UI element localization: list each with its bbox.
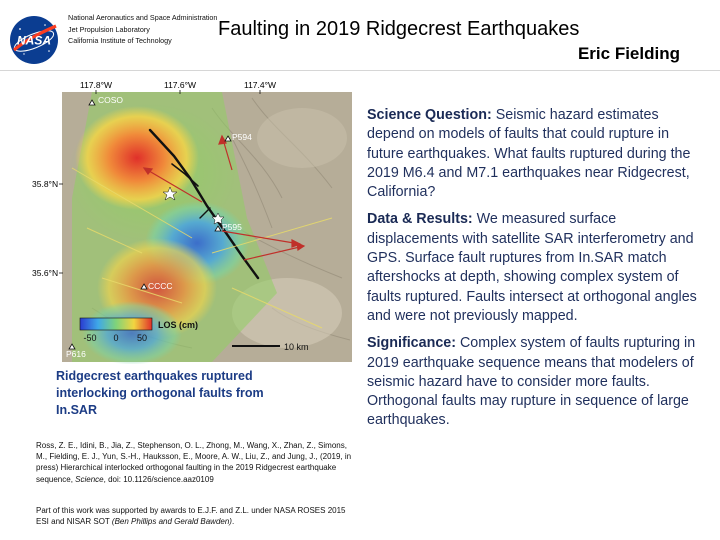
los-legend-title: LOS (cm) <box>158 320 199 330</box>
funding-note <box>36 505 354 527</box>
station-label: P616 <box>66 349 86 359</box>
science-question-section <box>367 106 709 202</box>
institution-line: National Aeronautics and Space Administration <box>68 13 218 22</box>
section-text: Seismic hazard estimates depend on models of faults that could rupture in future earthquakes. What faults ruptured during the 2019 M6.4 and M7.1 earthquakes near Ridgecrest, California? <box>367 107 691 201</box>
station-label: COSO <box>98 95 124 105</box>
nasa-logo-text: NASA <box>16 33 52 48</box>
station-label: P594 <box>232 132 252 142</box>
los-legend-tick: 50 <box>136 333 148 343</box>
section-label: Data & Results: <box>367 211 473 228</box>
section-text: Complex system of faults rupturing in 2019 earthquake sequence means that modelers of seismic hazard have to consider more faults. Orthogonal faults may rupture in sequence of large earthquakes. <box>367 335 696 429</box>
reference-text: Ross, Z. E., Idini, B., Jia, Z., Stephenson, O. L., Zhong, M., Wang, X., Zhan, Z., Simons, M., Fielding, E. J., Yun, S.-H., Hauksson, E., Moore, A. W., Liu, Z., and Jung, J., (2019, in press) Hierarchical interlocked orthogonal faulting in the 2019 Ridgecrest earthquake sequence, <box>36 441 352 484</box>
funding-end: . <box>231 517 235 527</box>
significance-section <box>367 334 709 430</box>
institution-line: California Institute of Technology <box>68 36 172 45</box>
institution-block <box>68 12 217 47</box>
funding-text: Part of this work was supported by awards to E.J.F. and Z.L. under NASA ROSES 2015 ESI and NISAR SOT <box>36 506 346 527</box>
reference-citation <box>36 440 354 485</box>
station-label: CCCC <box>148 281 173 291</box>
page-title: Faulting in 2019 Ridgecrest Earthquakes <box>218 18 580 40</box>
nasa-logo <box>8 14 60 66</box>
latitude-label: 35.6°N <box>32 268 59 278</box>
terrain-patch <box>257 108 347 168</box>
section-label: Science Question: <box>367 107 492 123</box>
figure-caption: Ridgecrest earthquakes ruptured interlocking orthogonal faults from In.SAR <box>56 369 264 417</box>
section-text: We measured surface displacements with satellite SAR interferometry and GPS. Surface fault ruptures from In.SAR match aftershocks at depth, showing complex system of faults ruptured. Faults intersect at orthogonal angles and were not previously mapped. <box>367 211 697 324</box>
reference-doi: , doi: 10.1126/science.aaz0109 <box>103 474 214 484</box>
insar-map <box>32 78 354 364</box>
los-legend-tick: 0 <box>113 333 119 343</box>
station-label: P595 <box>222 222 242 232</box>
reference-journal: Science <box>75 474 104 484</box>
los-legend-tick: -50 <box>83 333 97 343</box>
institution-line: Jet Propulsion Laboratory <box>68 24 150 34</box>
longitude-label: 117.6°W <box>163 80 197 90</box>
scale-bar-label: 10 km <box>284 342 309 352</box>
summary-column <box>367 106 709 439</box>
author-name: Eric Fielding <box>577 44 680 63</box>
latitude-label: 35.8°N <box>32 179 59 189</box>
data-results-section <box>367 210 709 326</box>
header-divider <box>0 70 720 71</box>
los-colorbar <box>80 318 152 330</box>
longitude-label: 117.4°W <box>243 80 277 90</box>
funding-names: (Ben Phillips and Gerald Bawden) <box>111 517 232 527</box>
section-label: Significance: <box>367 335 456 352</box>
longitude-label: 117.8°W <box>79 80 113 90</box>
